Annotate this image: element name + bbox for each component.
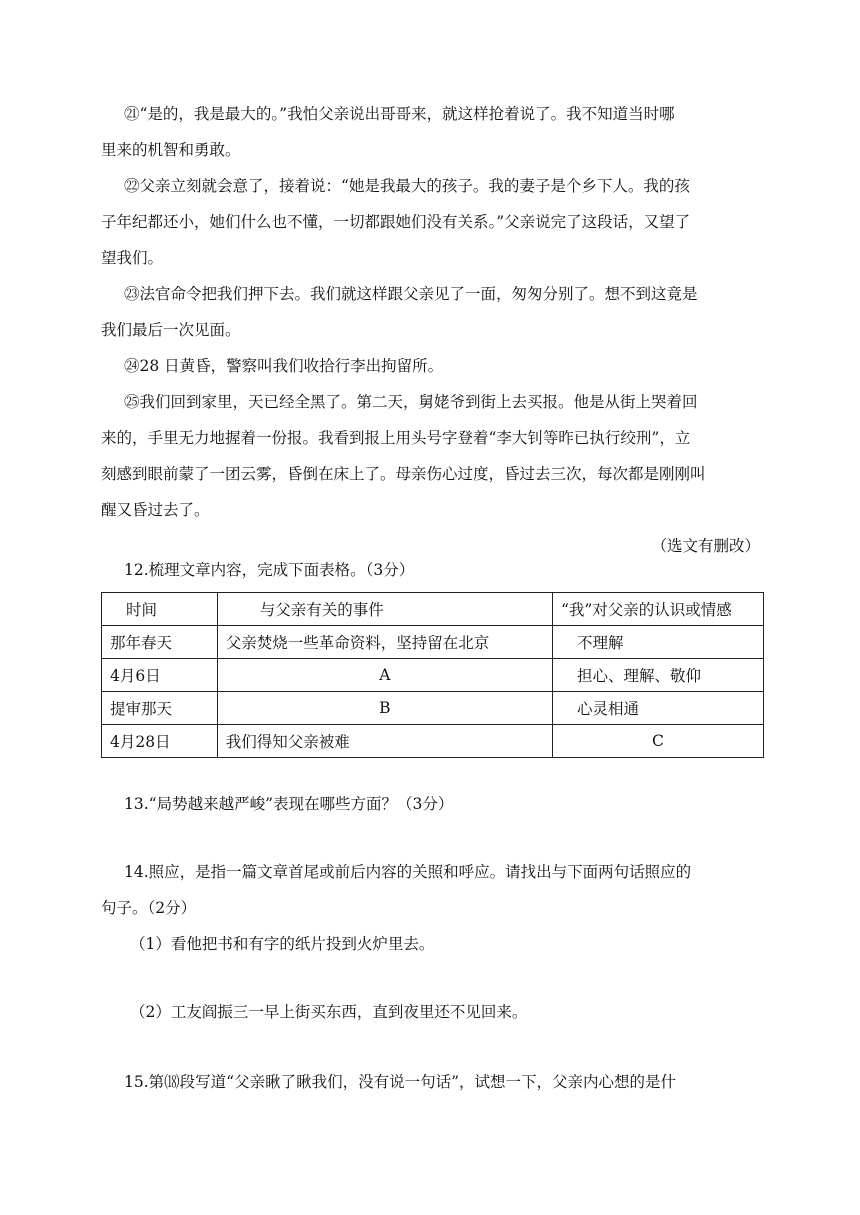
question-14-line-2: 句子。（2分） — [101, 899, 197, 917]
header-event: 与父亲有关的事件 — [217, 593, 552, 626]
header-time: 时间 — [102, 593, 218, 626]
para-22-line-3: 望我们。 — [101, 249, 164, 267]
table-cell-event: 父亲焚烧一些革命资料，坚持留在北京 — [217, 626, 552, 659]
question-12: 12.梳理文章内容，完成下面表格。（3分） — [124, 561, 415, 579]
table-row — [102, 659, 764, 692]
table-row — [102, 626, 764, 659]
source-note: （选文有删改） — [651, 537, 760, 555]
table-cell-event-blank-a: A — [217, 659, 552, 692]
table-cell-time: 4月28日 — [102, 725, 218, 758]
para-23-line-2: 我们最后一次见面。 — [101, 321, 241, 339]
table-cell-time: 那年春天 — [102, 626, 218, 659]
para-24-line-1: ㉔28 日黄昏，警察叫我们收拾行李出拘留所。 — [124, 357, 444, 375]
table-cell-feeling-blank-c: C — [552, 725, 763, 758]
table-cell-feeling: 心灵相通 — [552, 692, 763, 725]
table-header-row — [102, 593, 764, 626]
para-23-line-1: ㉓法官命令把我们押下去。我们就这样跟父亲见了一面，匆匆分别了。想不到这竟是 — [124, 285, 698, 303]
table-cell-event: 我们得知父亲被难 — [217, 725, 552, 758]
para-22-line-1: ㉒父亲立刻就会意了，接着说：“她是我最大的孩子。我的妻子是个乡下人。我的孩 — [124, 177, 690, 195]
question-13: 13.“局势越来越严峻”表现在哪些方面？（3分） — [124, 795, 454, 813]
para-25-line-2: 来的，手里无力地握着一份报。我看到报上用头号字登着“李大钊等昨已执行绞刑”，立 — [101, 429, 691, 447]
para-25-line-1: ㉕我们回到家里，天已经全黑了。第二天，舅姥爷到街上去买报。他是从街上哭着回 — [124, 393, 698, 411]
table-cell-event-blank-b: B — [217, 692, 552, 725]
question-15: 15.第⒅段写道“父亲瞅了瞅我们，没有说一句话”，试想一下，父亲内心想的是什 — [124, 1073, 677, 1091]
table-cell-time: 提审那天 — [102, 692, 218, 725]
question-14-sub-1: （1）看他把书和有字的纸片投到火炉里去。 — [130, 935, 435, 953]
header-feeling: “我”对父亲的认识或情感 — [552, 593, 763, 626]
para-25-line-3: 刻感到眼前蒙了一团云雾，昏倒在床上了。母亲伤心过度，昏过去三次，每次都是刚刚叫 — [101, 465, 706, 483]
para-22-line-2: 子年纪都还小，她们什么也不懂，一切都跟她们没有关系。”父亲说完了这段话，又望了 — [101, 213, 691, 231]
table-cell-time: 4月6日 — [102, 659, 218, 692]
table-row — [102, 692, 764, 725]
para-21-line-2: 里来的机智和勇敢。 — [101, 141, 241, 159]
para-25-line-4: 醒又昏过去了。 — [101, 501, 210, 519]
summary-table — [101, 592, 764, 758]
table-cell-feeling: 担心、理解、敬仰 — [552, 659, 763, 692]
table-row — [102, 725, 764, 758]
question-14-line-1: 14.照应，是指一篇文章首尾或前后内容的关照和呼应。请找出与下面两句话照应的 — [124, 863, 692, 881]
question-14-sub-2: （2）工友阎振三一早上街买东西，直到夜里还不见回来。 — [130, 1003, 528, 1021]
table-cell-feeling: 不理解 — [552, 626, 763, 659]
para-21-line-1: ㉑“是的，我是最大的。”我怕父亲说出哥哥来，就这样抢着说了。我不知道当时哪 — [124, 105, 675, 123]
